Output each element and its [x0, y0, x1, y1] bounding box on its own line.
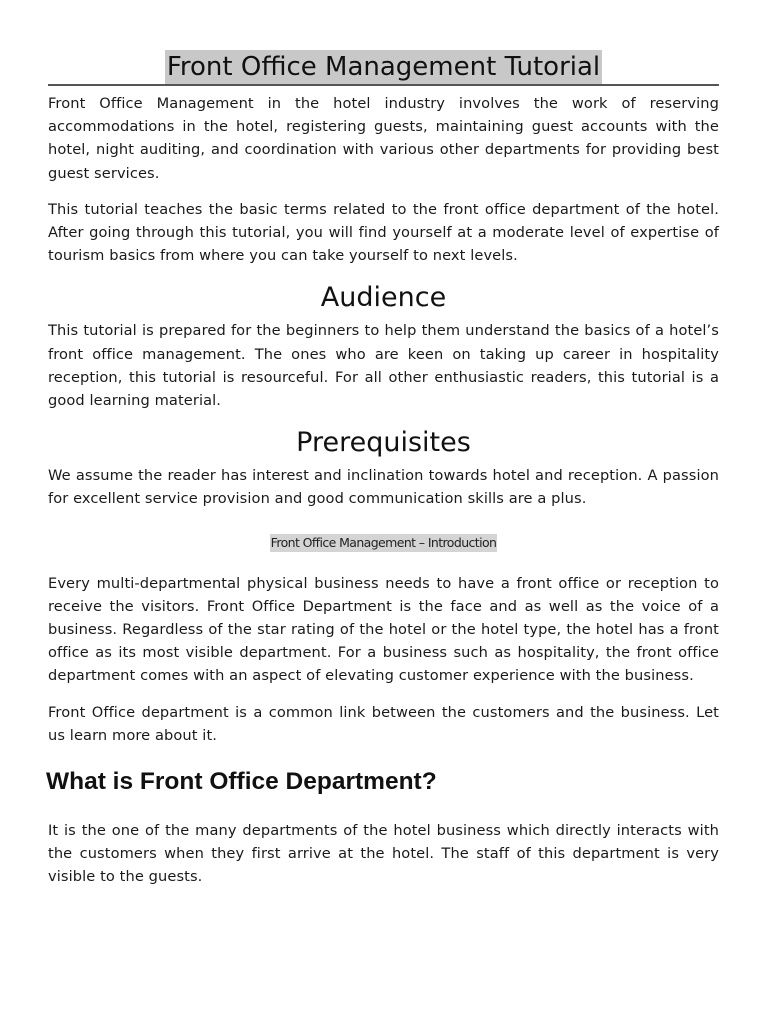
title-bar — [48, 50, 719, 86]
chapter-paragraph-2: Front Office department is a common link between the customers and the business. Let us learn more about it. — [48, 703, 719, 744]
audience-paragraph: This tutorial is prepared for the beginners to help them understand the basics of a hotel’s front office management. The ones who are keen on taking up career in hospitality reception, this tutorial is resourceful. For all other enthusiastic readers, this tutorial is a good learning material. — [48, 322, 719, 410]
intro-paragraph-2: This tutorial teaches the basic terms related to the front office department of the hotel. After going through this tutorial, you will find yourself at a moderate level of expertise of tourism basics from where you can take yourself to next levels. — [48, 200, 719, 265]
audience-heading: Audience — [320, 282, 447, 314]
prerequisites-paragraph: We assume the reader has interest and inclination towards hotel and reception. A passion for excellent service provision and good communication skills are a plus. — [48, 467, 719, 508]
intro-paragraph-1: Front Office Management in the hotel industry involves the work of reserving accommodations in the hotel, registering guests, maintaining guest accounts with the hotel, night auditing, and coordination with various other departments for providing best guest services. — [48, 95, 719, 182]
prerequisites-heading: Prerequisites — [296, 427, 471, 459]
chapter-paragraph-1: Every multi-departmental physical business needs to have a front office or reception to receive the visitors. Front Office Department is the face and as well as the voice of a business. Regardless of the star rating of the hotel or the hotel type, the hotel has a front office as its most visible department. For a business such as hospitality, the front office department comes with an aspect of elevating customer experience with the business. — [48, 574, 719, 685]
document-title: Front Office Management Tutorial — [166, 52, 601, 82]
section-paragraph: It is the one of the many departments of the hotel business which directly interacts with the customers when they first arrive at the hotel. The staff of this department is very visible to the guests. — [48, 822, 719, 886]
chapter-label-wrap — [48, 533, 719, 552]
section-heading: What is Front Office Department? — [46, 768, 437, 796]
document-page — [48, 50, 719, 902]
chapter-label: Front Office Management – Introduction — [270, 534, 497, 550]
